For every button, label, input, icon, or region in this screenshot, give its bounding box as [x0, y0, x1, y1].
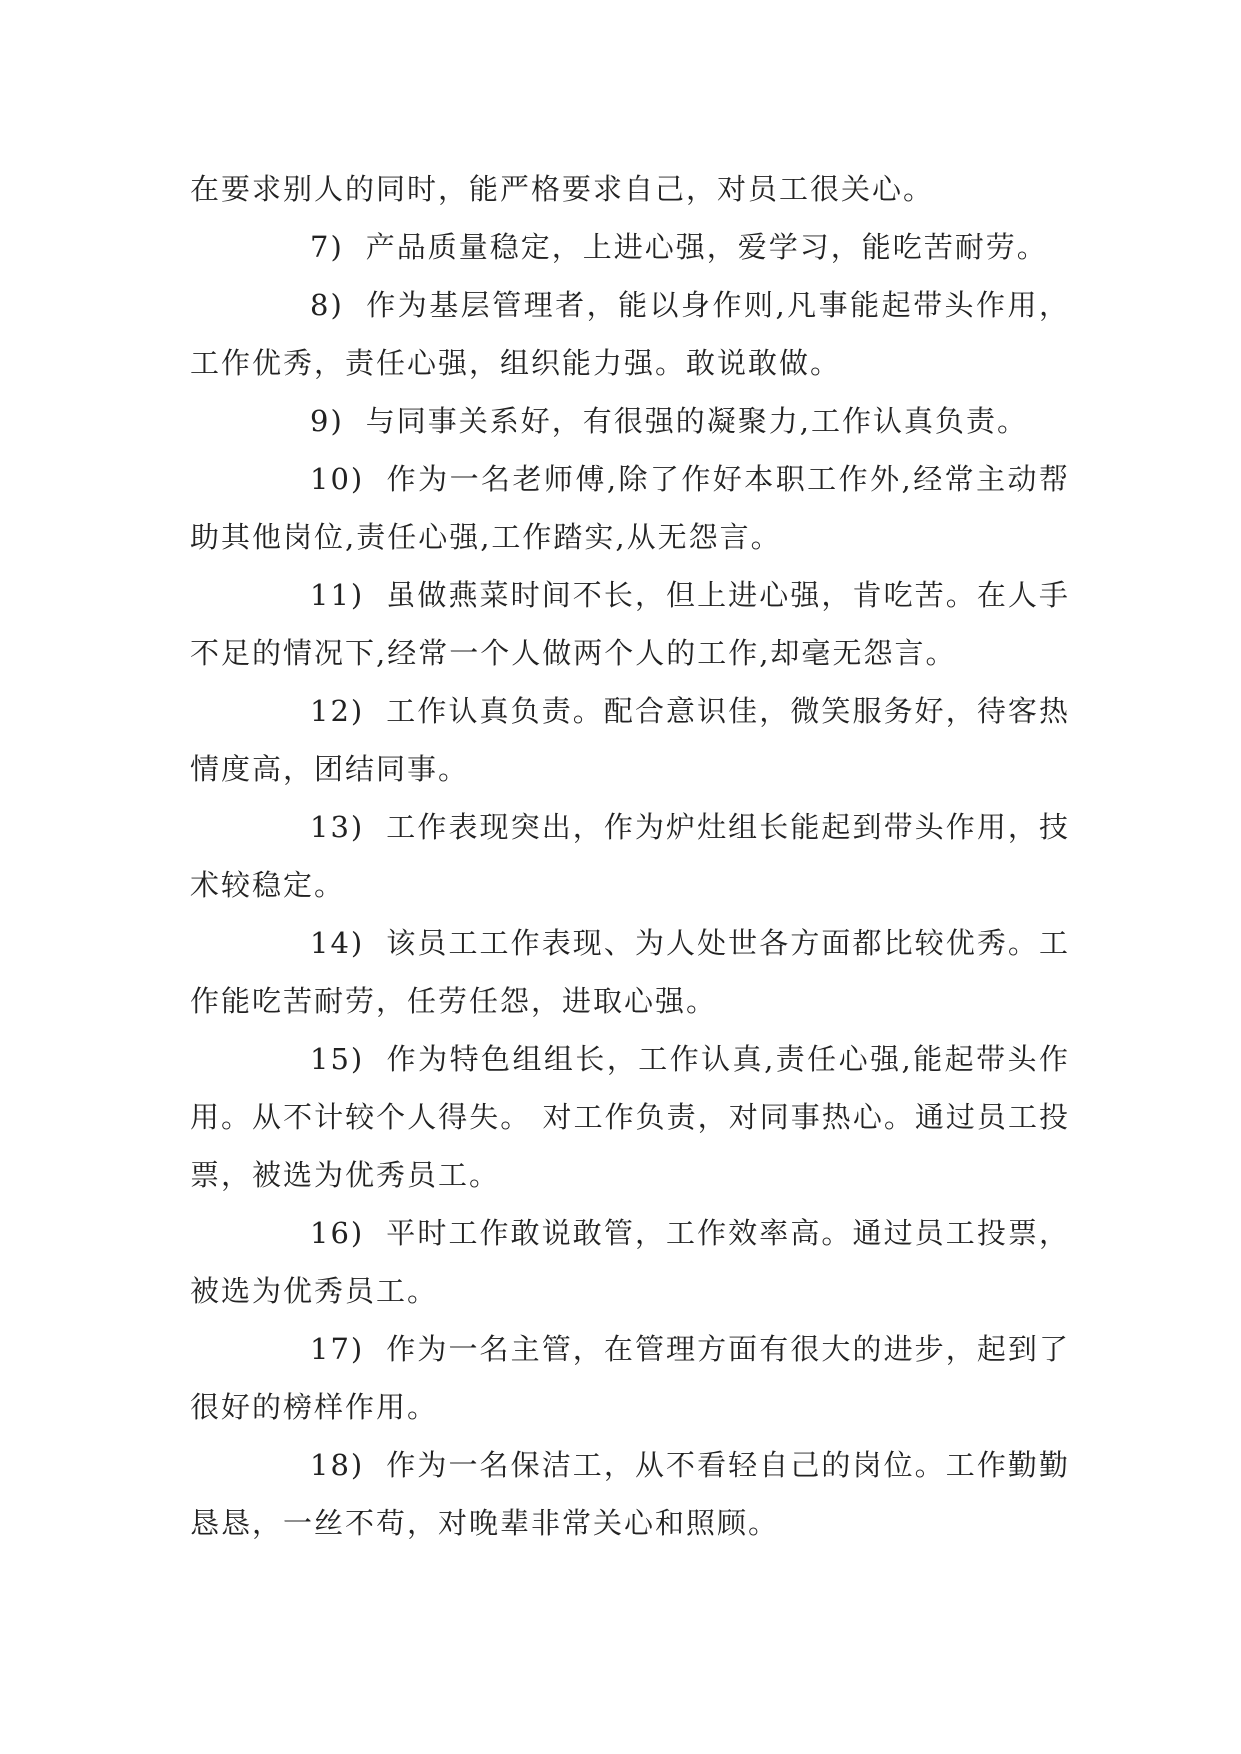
item-number: 8) [310, 288, 344, 322]
item-number: 7) [310, 230, 344, 264]
list-item [190, 392, 1070, 450]
item-text: 作为一名老师傅,除了作好本职工作外,经常主动帮助其他岗位,责任心强,工作踏实,从无怨言。 [190, 462, 1070, 554]
item-number: 17) [310, 1332, 365, 1366]
list-item [190, 1204, 1070, 1320]
item-number: 16) [310, 1216, 365, 1250]
item-number: 14) [310, 926, 365, 960]
item-text: 与同事关系好，有很强的凝聚力,工作认真负责。 [365, 404, 1028, 438]
item-number: 18) [310, 1448, 365, 1482]
list-item [190, 1320, 1070, 1436]
item-text: 作为基层管理者，能以身作则,凡事能起带头作用，工作优秀，责任心强，组织能力强。敢说敢做。 [190, 288, 1070, 380]
list-item [190, 276, 1070, 392]
item-number: 9) [310, 404, 344, 438]
item-text: 虽做燕菜时间不长，但上进心强，肯吃苦。在人手不足的情况下,经常一个人做两个人的工作,却毫无怨言。 [190, 578, 1070, 670]
item-number: 11) [310, 578, 365, 612]
item-number: 12) [310, 694, 365, 728]
list-item [190, 566, 1070, 682]
item-number: 10) [310, 462, 365, 496]
item-text: 工作认真负责。配合意识佳，微笑服务好，待客热情度高，团结同事。 [190, 694, 1070, 786]
list-item [190, 1436, 1070, 1552]
item-text: 作为特色组组长，工作认真,责任心强,能起带头作用。从不计较个人得失。 对工作负责，对同事热心。通过员工投票，被选为优秀员工。 [190, 1042, 1070, 1192]
list-item [190, 798, 1070, 914]
document-body [190, 160, 1070, 1552]
item-text: 工作表现突出，作为炉灶组长能起到带头作用，技术较稳定。 [190, 810, 1070, 902]
list-item [190, 218, 1070, 276]
item-text: 该员工工作表现、为人处世各方面都比较优秀。工作能吃苦耐劳，任劳任怨，进取心强。 [190, 926, 1070, 1018]
list-item [190, 682, 1070, 798]
item-text: 平时工作敢说敢管，工作效率高。通过员工投票，被选为优秀员工。 [190, 1216, 1070, 1308]
list-item [190, 1030, 1070, 1204]
item-number: 13) [310, 810, 365, 844]
intro-paragraph: 在要求别人的同时，能严格要求自己，对员工很关心。 [190, 172, 935, 206]
list-item [190, 450, 1070, 566]
item-text: 作为一名保洁工，从不看轻自己的岗位。工作勤勤恳恳，一丝不苟，对晚辈非常关心和照顾。 [190, 1448, 1070, 1540]
item-text: 产品质量稳定，上进心强，爱学习，能吃苦耐劳。 [365, 230, 1048, 264]
item-number: 15) [310, 1042, 365, 1076]
list-item [190, 914, 1070, 1030]
item-text: 作为一名主管，在管理方面有很大的进步，起到了很好的榜样作用。 [190, 1332, 1070, 1424]
